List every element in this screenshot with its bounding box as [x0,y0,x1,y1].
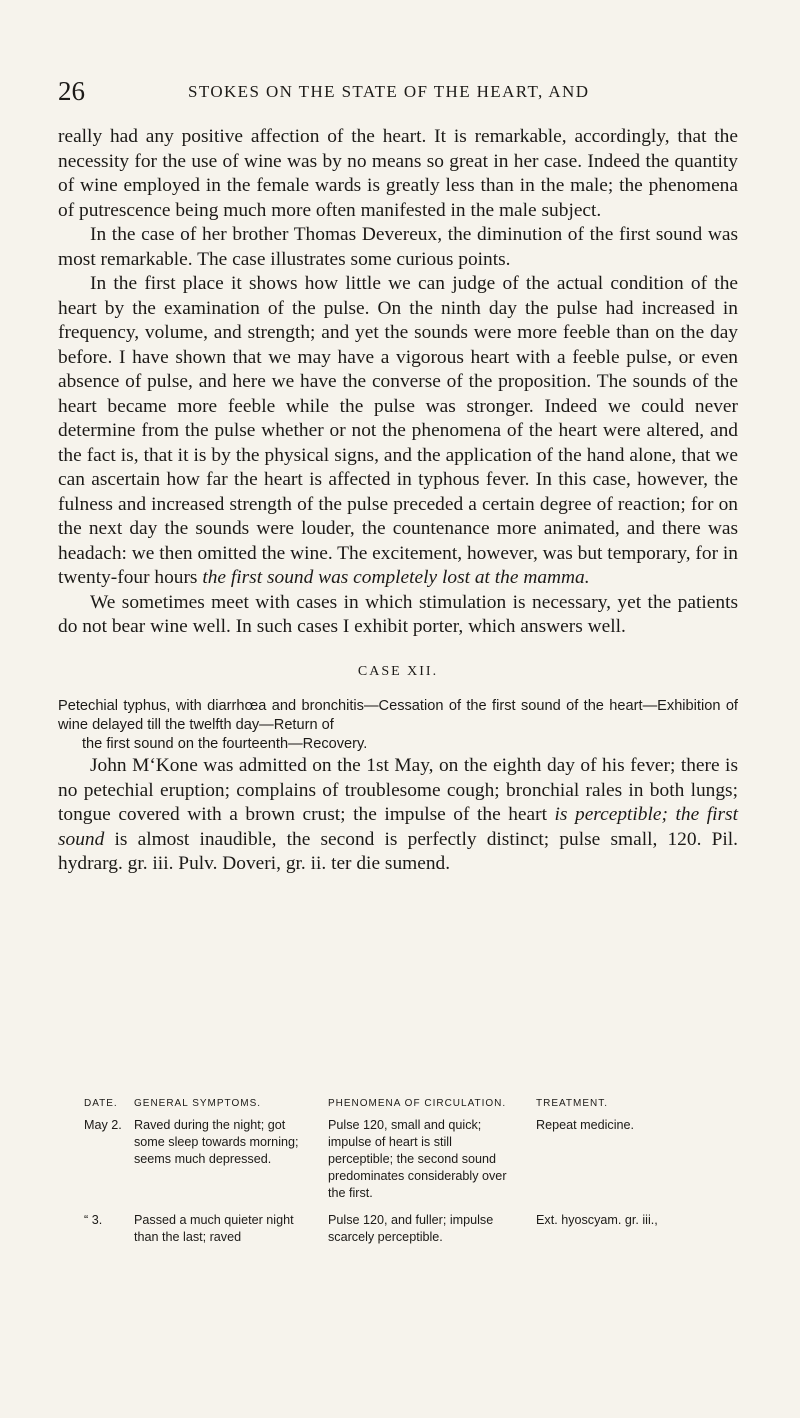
case-journal-table [84,1095,716,1252]
paragraph-text: In the first place it shows how little we can judge of the actual condition of the heart by the examination of the pulse. On the ninth day the pulse had increased in frequency, volume, and strength; and yet the sounds were more feeble than on the day before. I have shown that we may have a vigorous heart with a feeble pulse, or even absence of pulse, and here we have the converse of the proposition. The sounds of the heart became more feeble while the pulse was stronger. Indeed we could never determine from the pulse whether or not the phenomena of the heart were altered, and the fact is, that it is by the physical signs, and the application of the hand alone, that we can ascertain how far the heart is affected in typhous fever. In this case, however, the fulness and increased strength of the pulse preceded a certain degree of reaction; for on the next day the sounds were louder, the countenance more animated, and there was headach: we then omitted the wine. The excitement, however, was but temporary, for in twenty-four hours [58,273,738,588]
case-report-text: John M‘Kone was admitted on the 1st May, on the eighth day of his fever; there is no petechial eruption; complains of troublesome cough; bronchial rales in both lungs; tongue covered with a brown crust; the impulse of the heart [58,755,738,825]
paragraph [58,272,738,591]
case-report [58,754,738,877]
cell-treatment: Repeat medicine. [536,1118,635,1132]
table-row [84,1212,716,1252]
case-title: CASE XII. [357,663,439,679]
running-head: STOKES ON THE STATE OF THE HEART, AND [188,82,590,101]
column-header-treatment: TREATMENT. [536,1098,609,1109]
cell-circulation: Pulse 120, and fuller; impulse scarcely perceptible. [328,1213,494,1244]
paragraph: We sometimes meet with cases in which stimulation is necessary, yet the patients do not bear wine well. In such cases I exhibit porter, which answers well. [58,591,738,637]
cell-date: “ 3. [84,1213,103,1227]
paragraph: really had any positive affection of the heart. It is remarkable, accordingly, that the necessity for the use of wine was by no means so great in her case. Indeed the quantity of wine employed in the female wards is greatly less than in the male; the phenomena of putrescence being much more often manifested in the male subject. [58,126,738,221]
column-header-circulation: PHENOMENA OF CIRCULATION. [328,1098,507,1109]
table-header-row [84,1095,716,1117]
case-summary-line-1: Petechial typhus, with diarrhœa and bronchitis—Cessation of the first sound of the heart—Exhibition of wine delayed till the twelfth day—Return of [58,698,738,733]
cell-date: May 2. [84,1118,122,1132]
cell-treatment: Ext. hyoscyam. gr. iii., [536,1213,658,1227]
page-header [58,76,738,108]
case-summary-line-2: the first sound on the fourteenth—Recovery. [82,736,368,752]
cell-circulation: Pulse 120, small and quick; impulse of heart is still perceptible; the second sound predominates considerably over the first. [328,1118,507,1200]
italic-emphasis: the first sound was completely lost at the mamma. [202,567,590,588]
paragraph: In the case of her brother Thomas Devereux, the diminution of the first sound was most remarkable. The case illustrates some curious points. [58,224,738,270]
case-report-text: is almost inaudible, the second is perfectly distinct; pulse small, 120. Pil. hydrarg. gr. iii. Pulv. Doveri, gr. ii. ter die sumend. [58,828,738,874]
column-header-symptoms: GENERAL SYMPTOMS. [134,1098,262,1109]
body-text [58,125,738,877]
italic-emphasis: is perceptible; the first sound [58,804,738,850]
case-summary [58,697,738,754]
page-number: 26 [58,76,85,106]
table-row [84,1117,716,1212]
column-header-date: DATE. [84,1098,118,1109]
cell-symptoms: Passed a much quieter night than the last; raved [134,1213,294,1244]
cell-symptoms: Raved during the night; got some sleep towards morning; seems much depressed. [134,1118,299,1166]
